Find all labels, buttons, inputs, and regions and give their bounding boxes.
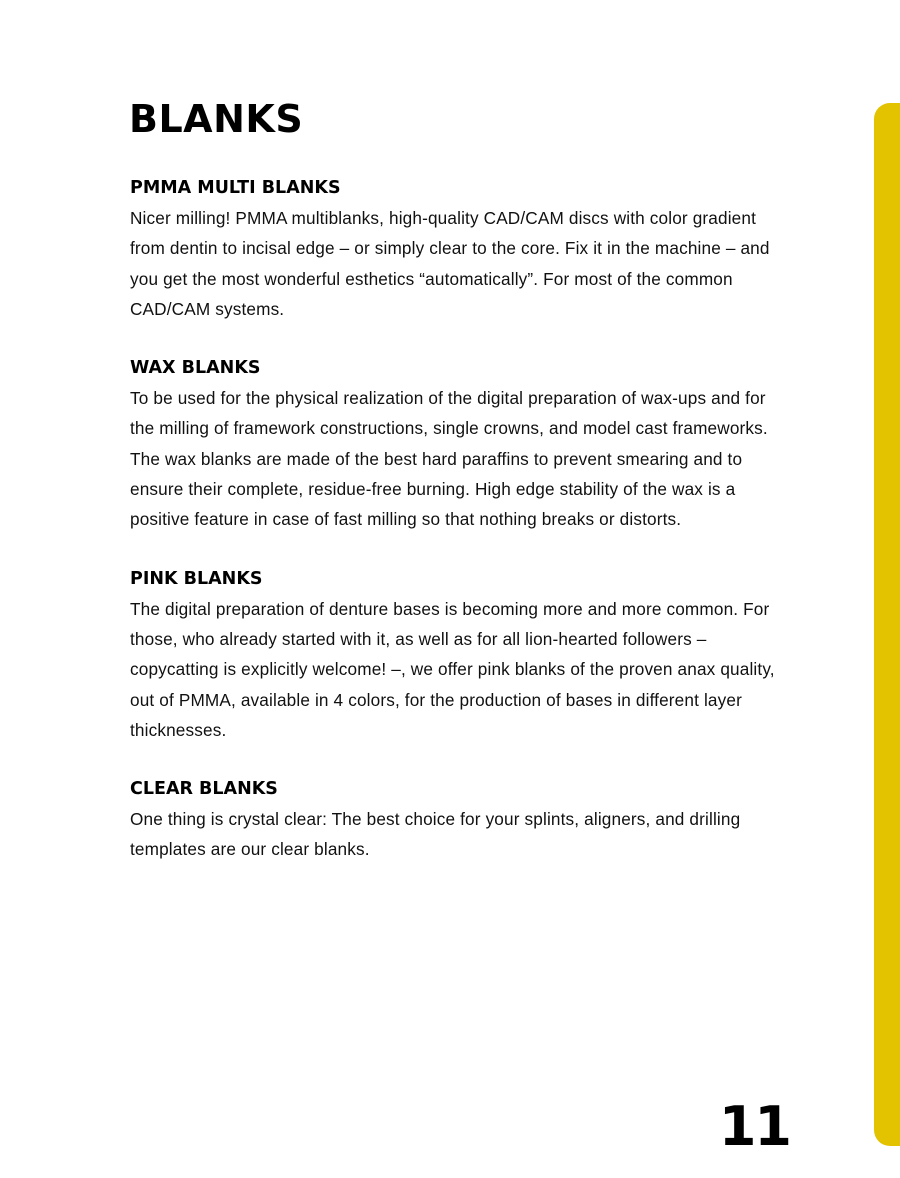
- section-pink-blanks: [130, 564, 790, 745]
- page-number: 11: [718, 1095, 790, 1158]
- content-area: [130, 173, 790, 894]
- section-pmma-multi-blanks: [130, 173, 790, 324]
- page-title: BLANKS: [129, 97, 304, 141]
- section-heading: PMMA MULTI BLANKS: [130, 178, 341, 198]
- section-body: Nicer milling! PMMA multiblanks, high-quality CAD/CAM discs with color gradient from dentin to incisal edge – or simply clear to the core. Fix it in the machine – and you get the most wonderful esthetics “automatically”. For most of the common CAD/CAM systems.: [130, 208, 770, 319]
- section-clear-blanks: [130, 774, 790, 865]
- section-heading: CLEAR BLANKS: [130, 779, 278, 800]
- accent-side-bar: [874, 103, 900, 1146]
- section-body: The digital preparation of denture bases is becoming more and more common. For those, who already started with it, as well as for all lion-hearted followers – copycatting is explicitly welcome! –, we offer pink blanks of the proven anax quality, out of PMMA, available in 4 colors, for the production of bases in different layer thicknesses.: [130, 598, 775, 740]
- section-heading: WAX BLANKS: [130, 358, 261, 379]
- section-wax-blanks: [130, 353, 790, 534]
- section-body: To be used for the physical realization of the digital preparation of wax-ups and for the milling of framework constructions, single crowns, and model cast frameworks. The wax blanks are made of the best hard paraffins to prevent smearing and to ensure their complete, residue-free burning. High edge stability of the wax is a positive feature in case of fast milling so that nothing breaks or distorts.: [130, 388, 768, 530]
- section-heading: PINK BLANKS: [130, 568, 263, 589]
- section-body: One thing is crystal clear: The best choice for your splints, aligners, and drilling templates are our clear blanks.: [130, 809, 741, 860]
